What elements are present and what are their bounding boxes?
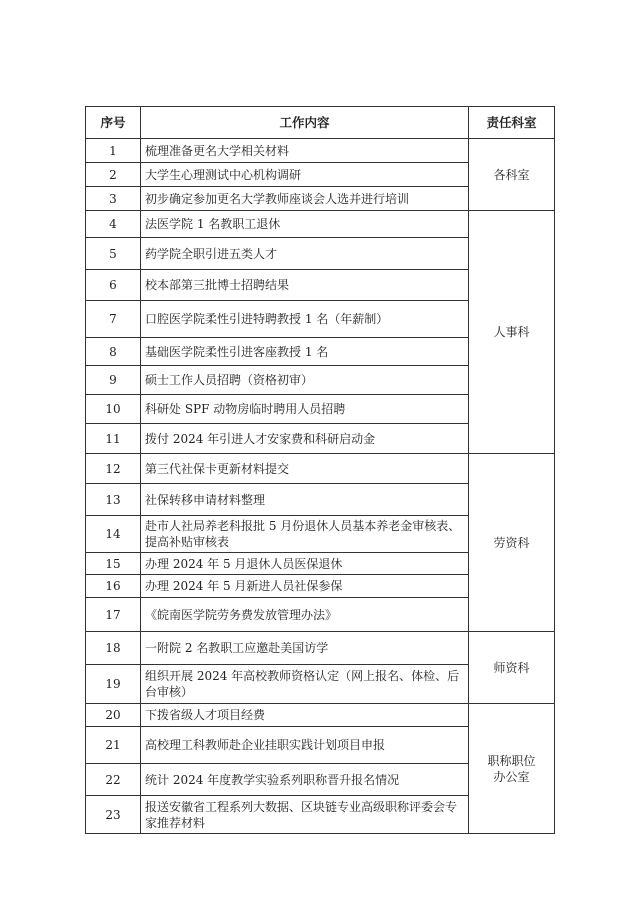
row-num: 21 [86,727,141,764]
table-header-row [86,107,555,139]
row-task: 赴市人社局养老科报批 5 月份退休人员基本养老金审核表、提高补贴审核表 [141,516,469,553]
row-num: 14 [86,516,141,553]
row-task: 一附院 2 名教职工应邀赴美国访学 [141,632,469,665]
row-task: 办理 2024 年 5 月退休人员医保退休 [141,553,469,575]
header-task: 工作内容 [141,107,469,139]
row-task: 口腔医学院柔性引进特聘教授 1 名（年薪制） [141,301,469,338]
row-task: 法医学院 1 名教职工退休 [141,211,469,238]
row-task: 高校理工科教师赴企业挂职实践计划项目申报 [141,727,469,764]
row-task: 硕士工作人员招聘（资格初审） [141,366,469,395]
row-task: 基础医学院柔性引进客座教授 1 名 [141,338,469,366]
dept-cell: 各科室 [469,139,555,211]
row-num: 11 [86,424,141,454]
dept-cell: 师资科 [469,632,555,704]
row-task: 第三代社保卡更新材料提交 [141,454,469,484]
row-num: 16 [86,575,141,598]
table-row [86,704,555,727]
dept-cell: 人事科 [469,211,555,454]
row-num: 13 [86,484,141,516]
row-num: 15 [86,553,141,575]
row-task: 组织开展 2024 年高校教师资格认定（网上报名、体检、后台审核） [141,665,469,704]
dept-label: 职称职位办公室 [487,753,536,784]
row-num: 22 [86,764,141,796]
row-num: 23 [86,796,141,834]
row-num: 1 [86,139,141,163]
row-task: 办理 2024 年 5 月新进人员社保参保 [141,575,469,598]
row-task: 校本部第三批博士招聘结果 [141,270,469,301]
row-num: 17 [86,598,141,632]
row-task: 药学院全职引进五类人才 [141,238,469,270]
header-dept: 责任科室 [469,107,555,139]
table-row [86,454,555,484]
row-num: 10 [86,395,141,424]
row-task: 拨付 2024 年引进人才安家费和科研启动金 [141,424,469,454]
dept-cell [469,704,555,834]
row-task: 统计 2024 年度教学实验系列职称晋升报名情况 [141,764,469,796]
row-num: 4 [86,211,141,238]
row-num: 18 [86,632,141,665]
row-num: 3 [86,187,141,211]
table-row [86,139,555,163]
row-num: 6 [86,270,141,301]
row-task: 《皖南医学院劳务费发放管理办法》 [141,598,469,632]
row-num: 7 [86,301,141,338]
table-row [86,632,555,665]
table-row [86,211,555,238]
row-num: 9 [86,366,141,395]
row-num: 20 [86,704,141,727]
row-task: 初步确定参加更名大学教师座谈会人选并进行培训 [141,187,469,211]
dept-cell: 劳资科 [469,454,555,632]
row-task: 社保转移申请材料整理 [141,484,469,516]
header-num: 序号 [86,107,141,139]
row-task: 下拨省级人才项目经费 [141,704,469,727]
row-task: 科研处 SPF 动物房临时聘用人员招聘 [141,395,469,424]
row-task: 报送安徽省工程系列大数据、区块链专业高级职称评委会专家推荐材料 [141,796,469,834]
row-task: 梳理准备更名大学相关材料 [141,139,469,163]
row-num: 19 [86,665,141,704]
row-num: 12 [86,454,141,484]
row-num: 2 [86,163,141,187]
work-table [85,106,555,834]
row-num: 5 [86,238,141,270]
row-task: 大学生心理测试中心机构调研 [141,163,469,187]
row-num: 8 [86,338,141,366]
